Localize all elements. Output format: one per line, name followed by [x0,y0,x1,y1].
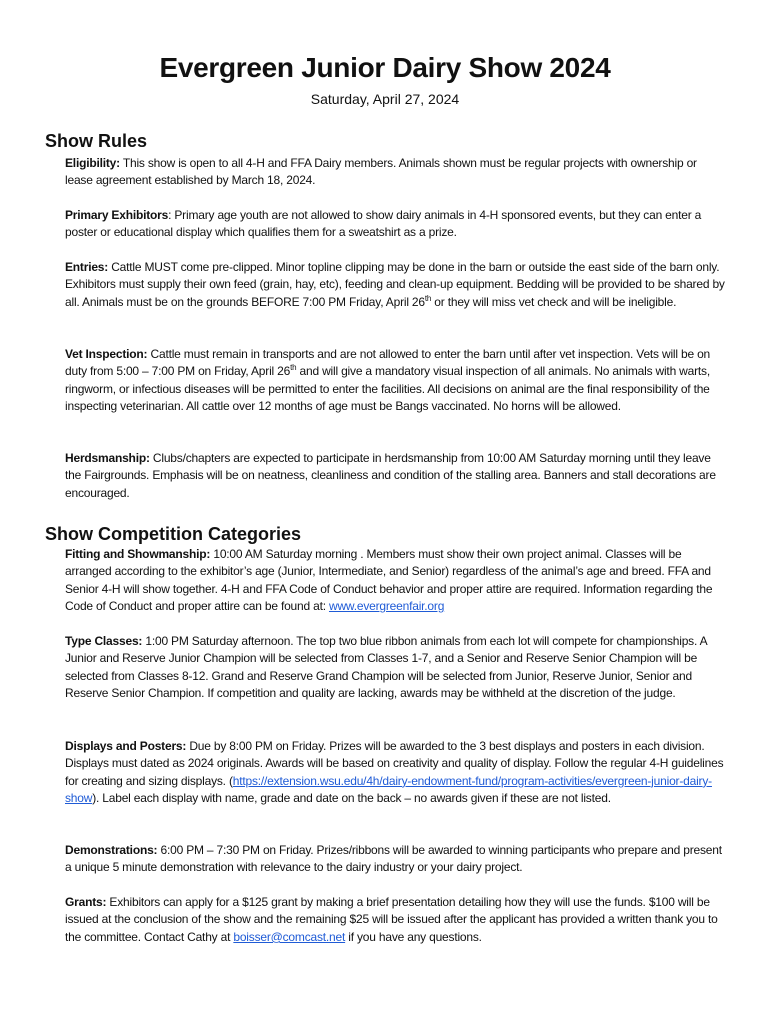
grants-text-end: if you have any questions. [345,929,482,944]
displays-posters-paragraph [65,738,725,808]
vet-superscript: th [290,363,297,373]
eligibility-text: This show is open to all 4-H and FFA Dairy members. Animals shown must be regular projects with ownership or lease agreement established by March 18, 2024. [65,156,697,188]
primary-exhibitors-label: Primary Exhibitors [65,208,169,222]
eligibility-label: Eligibility: [65,156,120,170]
vet-inspection-text-end: and will give a mandatory visual inspection of all animals. No animals with warts, ringworm, or infectious diseases will be permitted to enter the facilities. All decisions on animal are the final responsibility of the inspecting veterinarian. All cattle over 12 months of age must be Bangs vaccinated. No horns will be allowed. [65,364,710,414]
displays-posters-label: Displays and Posters: [65,739,187,753]
document-title: Evergreen Junior Dairy Show 2024 [159,52,611,83]
eligibility-paragraph [65,155,725,190]
show-date: Saturday, April 27, 2024 [310,91,460,107]
herdsmanship-label: Herdsmanship: [65,451,150,465]
demonstrations-text: 6:00 PM – 7:30 PM on Friday. Prizes/ribbons will be awarded to winning participants who prepare and present a unique 5 minute demonstration with relevance to the dairy industry or your dairy project. [65,843,722,875]
displays-posters-text-end: ). Label each display with name, grade and date on the back – no awards given if these are not listed. [92,791,611,806]
grants-paragraph [65,894,725,946]
competition-categories-heading: Show Competition Categories [45,524,302,544]
grants-label: Grants: [65,895,107,909]
extension-wsu-link[interactable]: https://extension.wsu.edu/4h/dairy-endowment-fund/program-activities/evergreen-junior-dairy-show [65,773,712,806]
entries-superscript: th [424,293,432,303]
herdsmanship-paragraph [65,450,725,502]
displays-posters-text: Due by 8:00 PM on Friday. Prizes will be awarded to the 3 best displays and posters in each division. Displays must dated as 2024 originals. Awards will be based on creativity and quality of display. Follow the regular 4-H guidelines for creating and sizing displays. ( [65,739,724,788]
grants-text: Exhibitors can apply for a $125 grant by making a brief presentation detailing how they will use the funds. $100 will be issued at the conclusion of the show and the remaining $25 will be issued after the applicant has provided a written thank you to the committee. Contact Cathy at [65,895,718,944]
fitting-showmanship-paragraph [65,546,725,616]
evergreenfair-link[interactable]: www.evergreenfair.org [328,599,445,614]
show-rules-heading: Show Rules [45,131,148,151]
entries-label: Entries: [65,260,109,274]
primary-exhibitors-text: : Primary age youth are not allowed to show dairy animals in 4-H sponsored events, but they can enter a poster or educational display which qualifies them for a sweatshirt as a prize. [65,208,702,240]
demonstrations-label: Demonstrations: [65,843,158,857]
entries-text: Cattle MUST come pre-clipped. Minor topline clipping may be done in the barn or outside the east side of the barn only. Exhibitors must supply their own feed (grain, hay, etc), feeding and clean-up equipment. Bedding will be provided to be shared by all. Animals must be on the grounds BEFORE 7:00 PM Friday, April 26 [65,260,725,309]
demonstrations-paragraph [65,842,725,877]
contact-email-link[interactable]: boisser@comcast.net [233,929,346,944]
vet-inspection-paragraph [65,346,725,416]
vet-inspection-label: Vet Inspection: [65,347,148,361]
primary-exhibitors-paragraph [65,207,725,242]
herdsmanship-text: Clubs/chapters are expected to participate in herdsmanship from 10:00 AM Saturday morning until they leave the Fairgrounds. Emphasis will be on neatness, cleanliness and condition of the stalling area. Banners and stall decorations are encouraged. [65,451,716,500]
fitting-showmanship-text: 10:00 AM Saturday morning . Members must show their own project animal. Classes will be arranged according to the exhibitor’s age (Junior, Intermediate, and Senior) regardless of the animal’s age and breed. FFA and Senior 4-H will show together. 4-H and FFA Code of Conduct behavior and proper attire are required. Information regarding the Code of Conduct and proper attire can be found at: [65,547,713,614]
type-classes-paragraph [65,633,725,703]
vet-inspection-text: Cattle must remain in transports and are not allowed to enter the barn until after vet inspection. Vets will be on duty from 5:00 – 7:00 PM on Friday, April 26 [65,347,711,379]
fitting-showmanship-label: Fitting and Showmanship: [65,547,211,561]
type-classes-text: 1:00 PM Saturday afternoon. The top two blue ribbon animals from each lot will compete for championships. A Junior and Reserve Junior Champion will be selected from Classes 1-7, and a Senior and Reserve Senior Champion will be selected from Classes 8-12. Grand and Reserve Grand Champion will be selected from Junior, Reserve Junior, Senior and Reserve Senior Champion. If competition and quality are lacking, awards may be withheld at the discretion of the judge. [65,634,707,701]
entries-text-end: or they will miss vet check and will be ineligible. [431,294,677,309]
entries-paragraph [65,259,725,311]
type-classes-label: Type Classes: [65,634,143,648]
